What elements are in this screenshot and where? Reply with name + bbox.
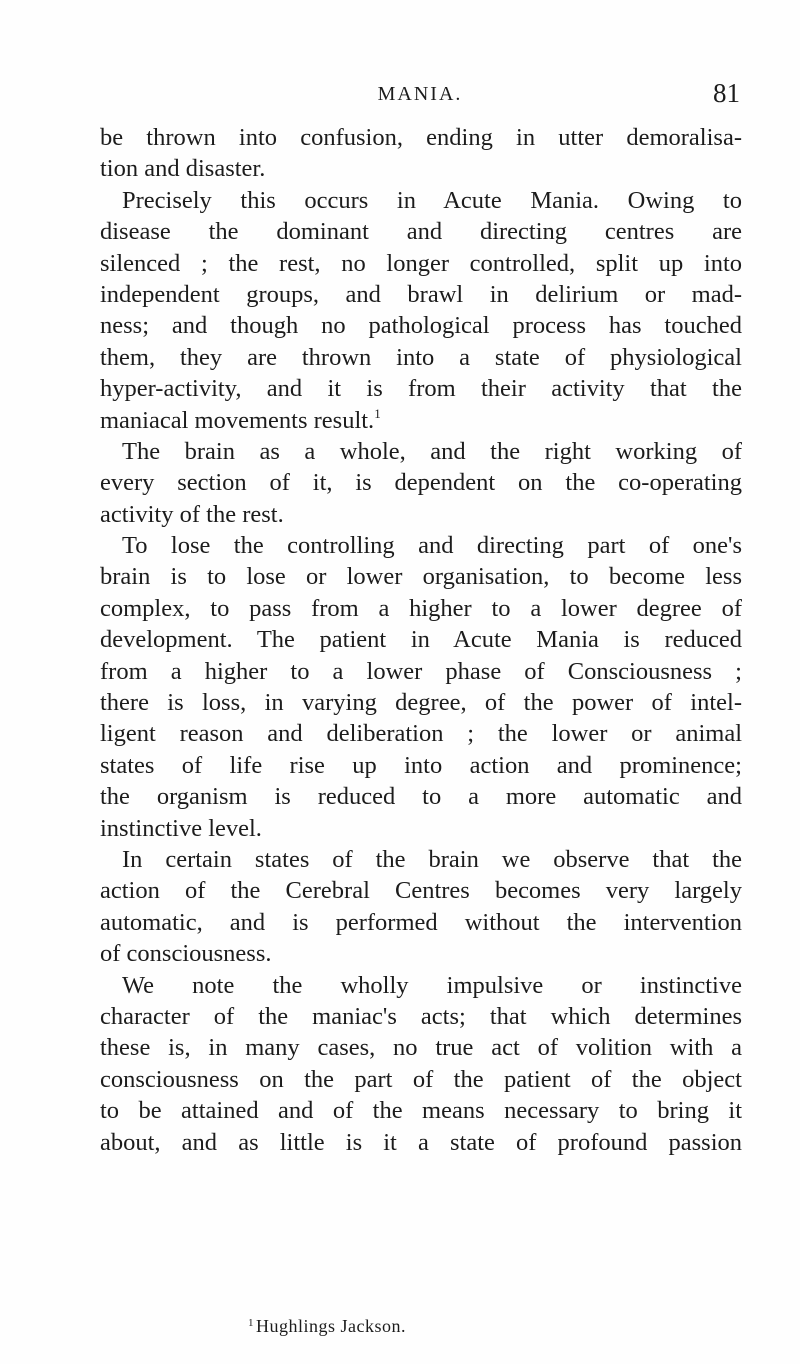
text-line: We note the wholly impulsive or instinctive bbox=[122, 971, 742, 999]
text-line: instinctive level. bbox=[100, 814, 262, 842]
text-line-with-footnote bbox=[100, 405, 742, 436]
text-line: them, they are thrown into a state of physiological bbox=[100, 343, 742, 371]
text-line: action of the Cerebral Centres becomes very largely bbox=[100, 877, 742, 905]
text-line: ligent reason and deliberation ; the lower or animal bbox=[100, 720, 742, 748]
body-text bbox=[100, 122, 742, 1158]
text-line: brain is to lose or lower organisation, to become less bbox=[100, 563, 742, 591]
text-line: Precisely this occurs in Acute Mania. Owing to bbox=[122, 186, 742, 214]
text-line: ness; and though no pathological process has touched bbox=[100, 312, 742, 340]
footnote-text: Hughlings Jackson. bbox=[256, 1316, 406, 1336]
text-line: every section of it, is dependent on the co-operating bbox=[100, 469, 742, 497]
text-line: The brain as a whole, and the right working of bbox=[122, 437, 742, 465]
text-line: of consciousness. bbox=[100, 940, 272, 968]
text-line: automatic, and is performed without the intervention bbox=[100, 908, 742, 936]
text-line: character of the maniac's acts; that which determines bbox=[100, 1002, 742, 1030]
page-number: 81 bbox=[713, 78, 740, 108]
text-line: independent groups, and brawl in delirium or mad- bbox=[100, 280, 742, 308]
text-line: In certain states of the brain we observe that the bbox=[122, 845, 742, 873]
text-line: hyper-activity, and it is from their activity that the bbox=[100, 375, 742, 403]
text-line: tion and disaster. bbox=[100, 155, 266, 183]
footnote-marker: 1 bbox=[248, 1317, 254, 1329]
footnote-reference[interactable]: 1 bbox=[374, 405, 381, 421]
text-line: development. The patient in Acute Mania is reduced bbox=[100, 626, 742, 654]
text-line: To lose the controlling and directing part of one's bbox=[122, 532, 742, 560]
text-line: the organism is reduced to a more automatic and bbox=[100, 783, 742, 811]
running-head bbox=[100, 78, 740, 108]
footnote bbox=[248, 1316, 406, 1337]
text-line: about, and as little is it a state of profound passion bbox=[100, 1128, 742, 1156]
text-line: activity of the rest. bbox=[100, 500, 284, 528]
text-line: be thrown into confusion, ending in utter demoralisa- bbox=[100, 124, 742, 151]
text-line: there is loss, in varying degree, of the power of intel- bbox=[100, 689, 742, 717]
text-line: states of life rise up into action and prominence; bbox=[100, 751, 742, 779]
text-line: consciousness on the part of the patient of the object bbox=[100, 1065, 742, 1093]
text-line: these is, in many cases, no true act of volition with a bbox=[100, 1034, 742, 1062]
running-title: MANIA. bbox=[377, 83, 463, 105]
text-line: complex, to pass from a higher to a lower degree of bbox=[100, 594, 742, 622]
text-line-content: maniacal movements result. bbox=[100, 406, 375, 434]
text-line: from a higher to a lower phase of Consciousness ; bbox=[100, 657, 742, 685]
text-line: disease the dominant and directing centres are bbox=[100, 218, 742, 246]
text-line: to be attained and of the means necessary to bring it bbox=[100, 1097, 742, 1125]
text-line: silenced ; the rest, no longer controlled, split up into bbox=[100, 249, 742, 277]
